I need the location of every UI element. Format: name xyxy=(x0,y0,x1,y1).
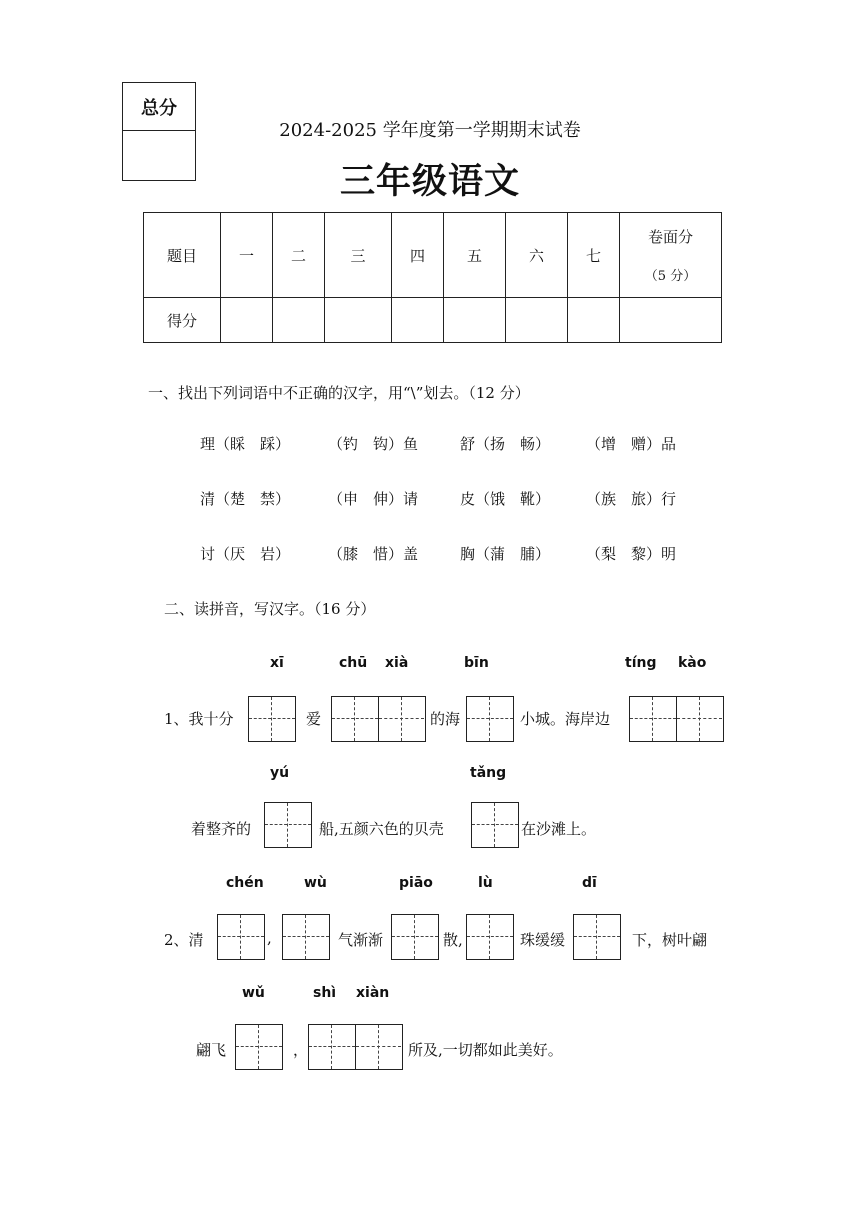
pinyin: tǎng xyxy=(470,765,507,781)
score-table-score-row xyxy=(144,298,722,343)
header-cell-neatness xyxy=(620,213,722,298)
sentence-text: 气渐渐 xyxy=(338,931,384,949)
section1-title: 一、找出下列词语中不正确的汉字，用“\”划去。（12 分） xyxy=(148,384,530,402)
header-cell-3: 三 xyxy=(325,213,392,298)
writing-box[interactable] xyxy=(629,696,724,742)
header-cell-7: 七 xyxy=(568,213,620,298)
score-table xyxy=(143,212,722,343)
score-cell[interactable] xyxy=(506,298,568,343)
exam-title: 三年级语文 xyxy=(339,162,520,202)
word-item[interactable]: 舒（扬 畅） xyxy=(460,435,551,453)
sentence-text: 珠缓缓 xyxy=(520,931,566,949)
writing-box[interactable] xyxy=(264,802,312,848)
neatness-label: 卷面分 xyxy=(647,228,693,246)
score-cell[interactable] xyxy=(444,298,506,343)
pinyin: wǔ xyxy=(242,985,265,1001)
sentence-text: 下，树叶翩 xyxy=(632,931,708,949)
score-cell[interactable] xyxy=(273,298,325,343)
sentence-text: 1、我十分 xyxy=(164,710,234,728)
score-row-label: 得分 xyxy=(144,298,221,343)
score-table-header-row xyxy=(144,213,722,298)
score-cell[interactable] xyxy=(392,298,444,343)
word-item[interactable]: （申 伸）请 xyxy=(328,490,419,508)
writing-box[interactable] xyxy=(471,802,519,848)
sentence-text: 所及,一切都如此美好。 xyxy=(408,1041,563,1059)
pinyin: xī xyxy=(270,655,284,671)
writing-box[interactable] xyxy=(308,1024,403,1070)
pinyin: chén xyxy=(226,875,264,891)
pinyin: lù xyxy=(478,875,493,891)
pinyin: kào xyxy=(678,655,707,671)
pinyin: shì xyxy=(313,985,337,1001)
pinyin: yú xyxy=(270,765,290,781)
writing-box[interactable] xyxy=(466,696,514,742)
sentence-text: 在沙滩上。 xyxy=(521,820,597,838)
sentence-text: 散, xyxy=(443,931,463,949)
header-cell-2: 二 xyxy=(273,213,325,298)
pinyin: chū xyxy=(339,655,368,671)
writing-box[interactable] xyxy=(282,914,330,960)
pinyin: bīn xyxy=(464,655,489,671)
neatness-points: （5 分） xyxy=(644,269,697,284)
sentence-text: 着整齐的 xyxy=(191,820,252,838)
score-cell[interactable] xyxy=(221,298,273,343)
sentence-text: 的海 xyxy=(430,710,461,728)
writing-box[interactable] xyxy=(391,914,439,960)
header-cell-6: 六 xyxy=(506,213,568,298)
word-item[interactable]: （膝 惜）盖 xyxy=(328,545,419,563)
word-item[interactable]: （族 旅）行 xyxy=(586,490,677,508)
header-cell-1: 一 xyxy=(221,213,273,298)
sentence-text: 2、清 xyxy=(164,931,204,949)
word-item[interactable]: 皮（饿 靴） xyxy=(460,490,551,508)
word-item[interactable]: 理（睬 踩） xyxy=(200,435,291,453)
writing-box[interactable] xyxy=(466,914,514,960)
sentence-text: , xyxy=(267,929,272,947)
score-cell[interactable] xyxy=(620,298,722,343)
pinyin: wù xyxy=(304,875,327,891)
word-item[interactable]: （增 赠）品 xyxy=(586,435,677,453)
writing-box[interactable] xyxy=(235,1024,283,1070)
header-cell-4: 四 xyxy=(392,213,444,298)
total-score-label: 总分 xyxy=(123,83,195,131)
sentence-text: 船,五颜六色的贝壳 xyxy=(319,820,444,838)
pinyin: piāo xyxy=(399,875,433,891)
sentence-text: ， xyxy=(293,1041,309,1059)
header-cell-subject: 题目 xyxy=(144,213,221,298)
sentence-text: 小城。海岸边 xyxy=(520,710,611,728)
pinyin: tíng xyxy=(625,655,657,671)
word-item[interactable]: 讨（厌 岩） xyxy=(200,545,291,563)
writing-box[interactable] xyxy=(573,914,621,960)
pinyin: xiàn xyxy=(356,985,390,1001)
word-item[interactable]: （梨 黎）明 xyxy=(586,545,677,563)
sentence-text: 翩飞 xyxy=(196,1041,227,1059)
pinyin: xià xyxy=(385,655,409,671)
exam-subtitle: 2024-2025 学年度第一学期期末试卷 xyxy=(279,120,581,141)
word-item[interactable]: 胸（蒲 脯） xyxy=(460,545,551,563)
word-item[interactable]: 清（楚 禁） xyxy=(200,490,291,508)
score-cell[interactable] xyxy=(325,298,392,343)
writing-box[interactable] xyxy=(217,914,265,960)
writing-box[interactable] xyxy=(331,696,426,742)
pinyin: dī xyxy=(582,875,597,891)
writing-box[interactable] xyxy=(248,696,296,742)
section2-title: 二、读拼音，写汉字。（16 分） xyxy=(164,600,376,618)
word-item[interactable]: （钓 钩）鱼 xyxy=(328,435,419,453)
sentence-text: 爱 xyxy=(306,710,322,728)
header-cell-5: 五 xyxy=(444,213,506,298)
score-cell[interactable] xyxy=(568,298,620,343)
